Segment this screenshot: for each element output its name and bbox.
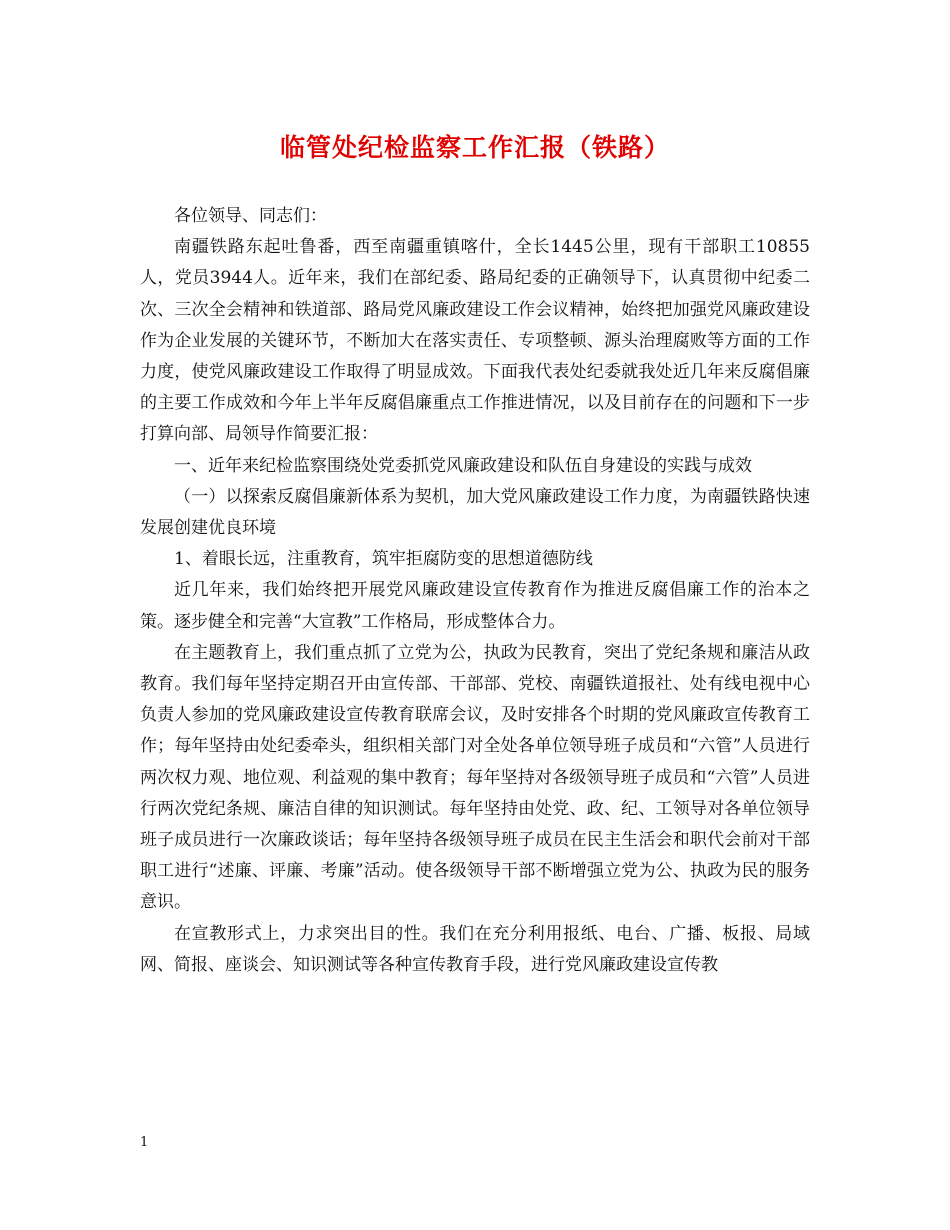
heading-item-1: 1、着眼长远，注重教育，筑牢拒腐防变的思想道德防线 [174,549,593,570]
paragraph-intro: 南疆铁路东起吐鲁番，西至南疆重镇喀什，全长1445公里，现有干部职工10855人，党员3944人。近年来，我们在部纪委、路局纪委的正确领导下，认真贯彻中纪委二次、三次全会精神和铁道部、路局党风廉政建设工作会议精神，始终把加强党风廉政建设作为企业发展的关键环节，不断加大在落实责任、专项整顿、源头治理腐败等方面的工作力度，使党风廉政建设工作取得了明显成效。下面我代表处纪委就我处近几年来反腐倡廉的主要工作成效和今年上半年反腐倡廉重点工作推进情况，以及目前存在的问题和下一步打算向部、局领导作简要汇报： [140,237,810,445]
heading-subsection-1: （一）以探索反腐倡廉新体系为契机，加大党风廉政建设工作力度，为南疆铁路快速发展创建优良环境 [140,486,810,539]
page-number: 1 [140,1135,149,1150]
paragraph-theme-education: 在主题教育上，我们重点抓了立党为公，执政为民教育，突出了党纪条规和廉洁从政教育。我们每年坚持定期召开由宣传部、干部部、党校、南疆铁道报社、处有线电视中心负责人参加的党风廉政建设宣传教育联席会议，及时安排各个时期的党风廉政宣传教育工作；每年坚持由处纪委牵头，组织相关部门对全处各单位领导班子成员和“六管”人员进行两次权力观、地位观、利益观的集中教育；每年坚持对各级领导班子成员和“六管”人员进行两次党纪条规、廉洁自律的知识测试。每年坚持由处党、政、纪、工领导对各单位领导班子成员进行一次廉政谈话；每年坚持各级领导班子成员在民主生活会和职代会前对干部职工进行“述廉、评廉、考廉”活动。使各级领导干部不断增强立党为公、执政为民的服务意识。 [140,642,810,913]
document-title: 临管处纪检监察工作汇报（铁路） [279,133,670,162]
paragraph-education: 近几年来，我们始终把开展党风廉政建设宣传教育作为推进反腐倡廉工作的治本之策。逐步健全和完善“大宣教”工作格局，形成整体合力。 [140,580,810,632]
paragraph-salutation: 各位领导、同志们： [174,206,327,226]
heading-section-1: 一、近年来纪检监察围绕处党委抓党风廉政建设和队伍自身建设的实践与成效 [174,455,752,476]
document-body [140,201,810,981]
paragraph-education-form: 在宣教形式上，力求突出目的性。我们在充分利用报纸、电台、广播、板报、局域网、简报、座谈会、知识测试等各种宣传教育手段，进行党风廉政建设宣传教 [140,923,810,975]
